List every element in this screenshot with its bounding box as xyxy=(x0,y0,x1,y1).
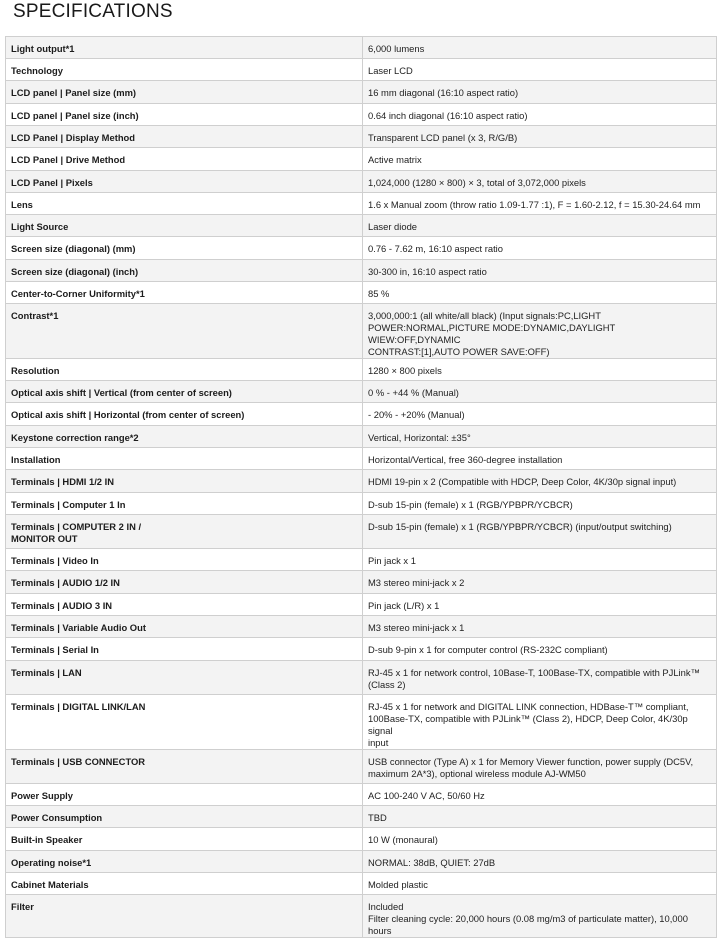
spec-row xyxy=(6,571,717,594)
spec-row xyxy=(6,594,717,616)
spec-label: Terminals | Computer 1 In xyxy=(6,493,363,515)
spec-value: Active matrix xyxy=(363,148,717,171)
spec-label: Terminals | Variable Audio Out xyxy=(6,616,363,638)
spec-row xyxy=(6,515,717,549)
spec-value: 0.64 inch diagonal (16:10 aspect ratio) xyxy=(363,104,717,126)
spec-row xyxy=(6,873,717,895)
spec-value: Laser diode xyxy=(363,215,717,237)
spec-row xyxy=(6,403,717,426)
spec-row xyxy=(6,784,717,806)
spec-label: Filter xyxy=(6,895,363,938)
spec-value: 1,024,000 (1280 × 800) × 3, total of 3,072,000 pixels xyxy=(363,171,717,193)
spec-label: Center-to-Corner Uniformity*1 xyxy=(6,282,363,304)
spec-row xyxy=(6,695,717,750)
spec-row xyxy=(6,148,717,171)
spec-table xyxy=(5,36,717,938)
spec-row xyxy=(6,828,717,851)
spec-row xyxy=(6,851,717,873)
spec-label: Light output*1 xyxy=(6,37,363,59)
spec-label: Installation xyxy=(6,448,363,470)
spec-label: Lens xyxy=(6,193,363,215)
spec-value: 10 W (monaural) xyxy=(363,828,717,851)
spec-value: 85 % xyxy=(363,282,717,304)
spec-label: LCD Panel | Display Method xyxy=(6,126,363,148)
spec-value: 1.6 x Manual zoom (throw ratio 1.09-1.77 :1), F = 1.60-2.12, f = 15.30-24.64 mm xyxy=(363,193,717,215)
spec-row xyxy=(6,104,717,126)
spec-value: M3 stereo mini-jack x 1 xyxy=(363,616,717,638)
spec-table-body xyxy=(6,37,717,938)
spec-label: LCD panel | Panel size (inch) xyxy=(6,104,363,126)
spec-row xyxy=(6,470,717,493)
spec-value: USB connector (Type A) x 1 for Memory Viewer function, power supply (DC5V, maximum 2A*3), optional wireless module AJ-WM50 xyxy=(363,750,717,784)
spec-row xyxy=(6,304,717,359)
spec-row xyxy=(6,193,717,215)
spec-label: Technology xyxy=(6,59,363,81)
spec-row xyxy=(6,493,717,515)
spec-label: Terminals | DIGITAL LINK/LAN xyxy=(6,695,363,750)
spec-value: 0.76 - 7.62 m, 16:10 aspect ratio xyxy=(363,237,717,260)
spec-row xyxy=(6,126,717,148)
spec-label: Terminals | HDMI 1/2 IN xyxy=(6,470,363,493)
spec-value: TBD xyxy=(363,806,717,828)
spec-row xyxy=(6,638,717,661)
spec-value: D-sub 15-pin (female) x 1 (RGB/YPBPR/YCBCR) xyxy=(363,493,717,515)
spec-row xyxy=(6,81,717,104)
spec-row xyxy=(6,426,717,448)
spec-label: Power Consumption xyxy=(6,806,363,828)
spec-label: Optical axis shift | Vertical (from center of screen) xyxy=(6,381,363,403)
spec-row xyxy=(6,661,717,695)
spec-value: Laser LCD xyxy=(363,59,717,81)
spec-value: Pin jack (L/R) x 1 xyxy=(363,594,717,616)
page-title: SPECIFICATIONS xyxy=(13,1,173,22)
spec-label: Terminals | AUDIO 3 IN xyxy=(6,594,363,616)
spec-label: Power Supply xyxy=(6,784,363,806)
spec-value: Molded plastic xyxy=(363,873,717,895)
spec-row xyxy=(6,171,717,193)
spec-value: Pin jack x 1 xyxy=(363,549,717,571)
spec-label: Cabinet Materials xyxy=(6,873,363,895)
spec-row xyxy=(6,895,717,938)
spec-value: - 20% - +20% (Manual) xyxy=(363,403,717,426)
spec-value: 1280 × 800 pixels xyxy=(363,359,717,381)
spec-label: Keystone correction range*2 xyxy=(6,426,363,448)
spec-row xyxy=(6,381,717,403)
spec-label: Terminals | LAN xyxy=(6,661,363,695)
spec-value: NORMAL: 38dB, QUIET: 27dB xyxy=(363,851,717,873)
spec-value: 3,000,000:1 (all white/all black) (Input signals:PC,LIGHT POWER:NORMAL,PICTURE MODE:DYNAMIC,DAYLIGHT WIEW:OFF,DYNAMIC CONTRAST:[1],AUTO POWER SAVE:OFF) xyxy=(363,304,717,359)
spec-value: Included Filter cleaning cycle: 20,000 hours (0.08 mg/m3 of particulate matter), 10,000 hours xyxy=(363,895,717,938)
spec-row xyxy=(6,448,717,470)
spec-label: Contrast*1 xyxy=(6,304,363,359)
spec-label: LCD panel | Panel size (mm) xyxy=(6,81,363,104)
spec-row xyxy=(6,616,717,638)
spec-value: D-sub 9-pin x 1 for computer control (RS-232C compliant) xyxy=(363,638,717,661)
spec-value: RJ-45 x 1 for network control, 10Base-T, 100Base-TX, compatible with PJLink™ (Class 2) xyxy=(363,661,717,695)
spec-label: Operating noise*1 xyxy=(6,851,363,873)
spec-row xyxy=(6,282,717,304)
spec-value: HDMI 19-pin x 2 (Compatible with HDCP, Deep Color, 4K/30p signal input) xyxy=(363,470,717,493)
spec-label: Built-in Speaker xyxy=(6,828,363,851)
spec-value: AC 100-240 V AC, 50/60 Hz xyxy=(363,784,717,806)
spec-value: Transparent LCD panel (x 3, R/G/B) xyxy=(363,126,717,148)
spec-label: Terminals | Serial In xyxy=(6,638,363,661)
spec-label: LCD Panel | Pixels xyxy=(6,171,363,193)
spec-value: 6,000 lumens xyxy=(363,37,717,59)
spec-label: LCD Panel | Drive Method xyxy=(6,148,363,171)
spec-row xyxy=(6,59,717,81)
spec-row xyxy=(6,37,717,59)
spec-row xyxy=(6,750,717,784)
spec-value: 16 mm diagonal (16:10 aspect ratio) xyxy=(363,81,717,104)
spec-row xyxy=(6,359,717,381)
spec-label: Terminals | Video In xyxy=(6,549,363,571)
spec-label: Terminals | USB CONNECTOR xyxy=(6,750,363,784)
spec-label: Resolution xyxy=(6,359,363,381)
spec-value: M3 stereo mini-jack x 2 xyxy=(363,571,717,594)
spec-label: Light Source xyxy=(6,215,363,237)
spec-value: 0 % - +44 % (Manual) xyxy=(363,381,717,403)
spec-row xyxy=(6,237,717,260)
spec-label: Screen size (diagonal) (mm) xyxy=(6,237,363,260)
spec-row xyxy=(6,260,717,282)
spec-label: Terminals | COMPUTER 2 IN / MONITOR OUT xyxy=(6,515,363,549)
spec-value: 30-300 in, 16:10 aspect ratio xyxy=(363,260,717,282)
spec-value: Horizontal/Vertical, free 360-degree installation xyxy=(363,448,717,470)
spec-value: D-sub 15-pin (female) x 1 (RGB/YPBPR/YCBCR) (input/output switching) xyxy=(363,515,717,549)
spec-row xyxy=(6,215,717,237)
spec-label: Optical axis shift | Horizontal (from center of screen) xyxy=(6,403,363,426)
spec-row xyxy=(6,806,717,828)
spec-value: RJ-45 x 1 for network and DIGITAL LINK connection, HDBase-T™ compliant, 100Base-TX, compatible with PJLink™ (Class 2), HDCP, Deep Color, 4K/30p signal input xyxy=(363,695,717,750)
spec-label: Terminals | AUDIO 1/2 IN xyxy=(6,571,363,594)
spec-label: Screen size (diagonal) (inch) xyxy=(6,260,363,282)
spec-value: Vertical, Horizontal: ±35° xyxy=(363,426,717,448)
spec-row xyxy=(6,549,717,571)
